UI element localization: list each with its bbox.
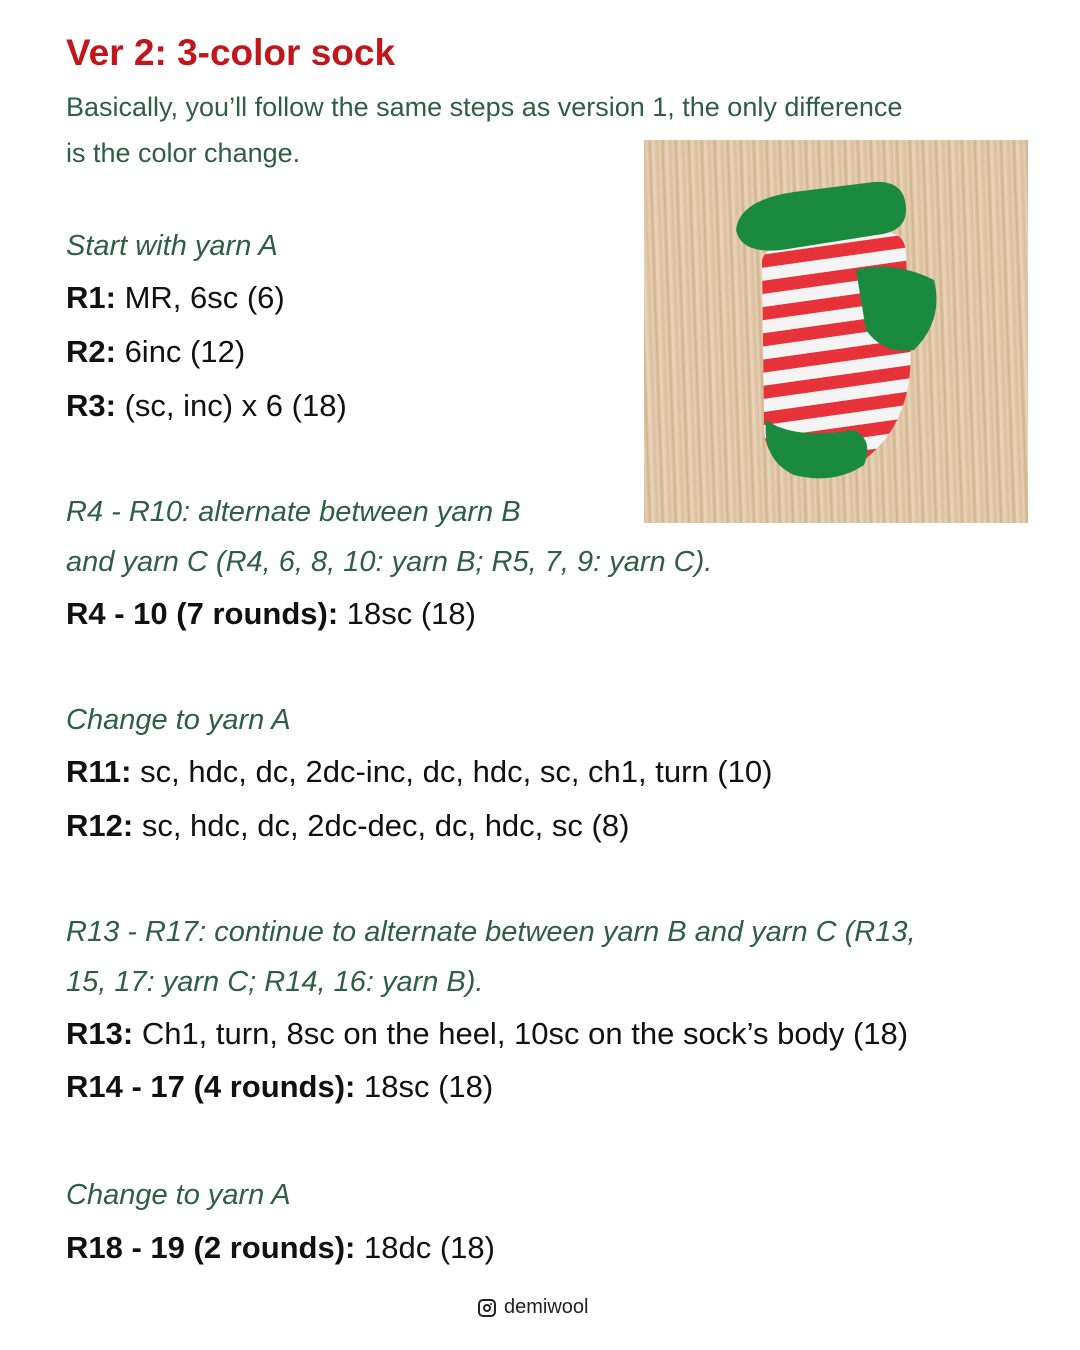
crochet-sock-illustration <box>644 140 1028 523</box>
round-label: R13: <box>66 1016 134 1051</box>
round-label: R11: <box>66 754 132 789</box>
r4-r10-note-line-1: R4 - R10: alternate between yarn B <box>66 496 521 528</box>
r13-r17-note-line-2: 15, 17: yarn C; R14, 16: yarn B). <box>66 966 484 998</box>
round-r18-19 <box>66 1232 495 1263</box>
round-instruction: sc, hdc, dc, 2dc-dec, dc, hdc, sc (8) <box>133 808 630 843</box>
round-r11 <box>66 756 772 787</box>
round-label: R2: <box>66 334 116 369</box>
round-label: R18 - 19 (2 rounds): <box>66 1230 356 1265</box>
round-label: R4 - 10 (7 rounds): <box>66 596 339 631</box>
round-instruction: MR, 6sc (6) <box>115 280 285 315</box>
page-title: Ver 2: 3-color sock <box>66 32 396 73</box>
instagram-handle: demiwool <box>504 1296 589 1318</box>
round-label: R1: <box>66 280 116 315</box>
round-instruction: sc, hdc, dc, 2dc-inc, dc, hdc, sc, ch1, turn (10) <box>131 754 773 789</box>
round-label: R3: <box>66 388 116 423</box>
start-yarn-note: Start with yarn A <box>66 230 278 262</box>
round-instruction: 6inc (12) <box>115 334 246 369</box>
intro-line-2: is the color change. <box>66 138 301 168</box>
round-label: R14 - 17 (4 rounds): <box>66 1069 356 1104</box>
round-r2 <box>66 336 245 367</box>
round-instruction: 18dc (18) <box>355 1230 495 1265</box>
round-instruction: 18sc (18) <box>338 596 476 631</box>
round-instruction: Ch1, turn, 8sc on the heel, 10sc on the sock’s body (18) <box>133 1016 909 1051</box>
r13-r17-note-line-1: R13 - R17: continue to alternate between yarn B and yarn C (R13, <box>66 916 916 948</box>
round-r14-17 <box>66 1071 493 1102</box>
round-r4-10 <box>66 598 476 629</box>
sock-photo <box>644 140 1028 523</box>
footer-credit <box>478 1296 588 1319</box>
round-r12 <box>66 810 629 841</box>
round-r3 <box>66 390 347 421</box>
round-label: R12: <box>66 808 134 843</box>
round-r13 <box>66 1018 908 1049</box>
round-r1 <box>66 282 285 313</box>
instagram-icon <box>478 1299 496 1317</box>
intro-line-1: Basically, you’ll follow the same steps as version 1, the only difference <box>66 92 903 122</box>
round-instruction: (sc, inc) x 6 (18) <box>115 388 347 423</box>
round-instruction: 18sc (18) <box>355 1069 494 1104</box>
change-yarn-a-note: Change to yarn A <box>66 704 291 736</box>
r4-r10-note-line-2: and yarn C (R4, 6, 8, 10: yarn B; R5, 7, 9: yarn C). <box>66 546 713 578</box>
change-yarn-a-note-2: Change to yarn A <box>66 1179 291 1211</box>
